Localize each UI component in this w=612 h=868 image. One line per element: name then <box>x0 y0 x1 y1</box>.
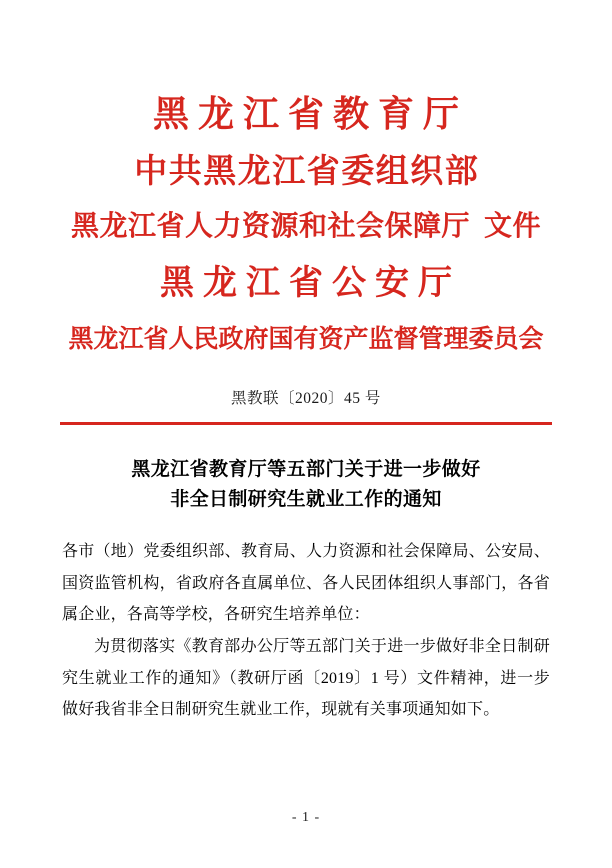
masthead-line-3-agency: 黑龙江省人力资源和社会保障厅 <box>70 211 470 242</box>
masthead-line-3 <box>62 213 550 241</box>
page-title <box>62 455 550 517</box>
document-number: 黑教联〔2020〕45 号 <box>231 390 381 407</box>
body-recipients: 各市（地）党委组织部、教育局、人力资源和社会保障局、公安局、国资监管机构，省政府各直属单位、各人民团体组织人事部门，各省属企业，各高等学校，各研究生培养单位： <box>62 543 550 624</box>
page-number: - 1 - <box>291 810 321 825</box>
red-separator-rule <box>60 422 552 425</box>
masthead-line-2: 中共黑龙江省委组织部 <box>134 154 480 190</box>
body-paragraph-1: 为贯彻落实《教育部办公厅等五部门关于进一步做好非全日制研究生就业工作的通知》（教研厅函〔2019〕1 号）文件精神，进一步做好我省非全日制研究生就业工作，现就有关事项通知如下。 <box>62 638 550 719</box>
masthead-line-1: 黑龙江省教育厅 <box>152 94 468 134</box>
page-title-line-1: 黑龙江省教育厅等五部门关于进一步做好 <box>131 458 481 480</box>
masthead-line-3-suffix: 文件 <box>484 211 542 242</box>
document-body <box>62 536 550 726</box>
masthead-line-5: 黑龙江省人民政府国有资产监督管理委员会 <box>68 326 544 353</box>
masthead-line-4: 黑龙江省公安厅 <box>160 265 461 302</box>
document-masthead <box>62 0 550 352</box>
page-title-line-2: 非全日制研究生就业工作的通知 <box>170 489 442 511</box>
